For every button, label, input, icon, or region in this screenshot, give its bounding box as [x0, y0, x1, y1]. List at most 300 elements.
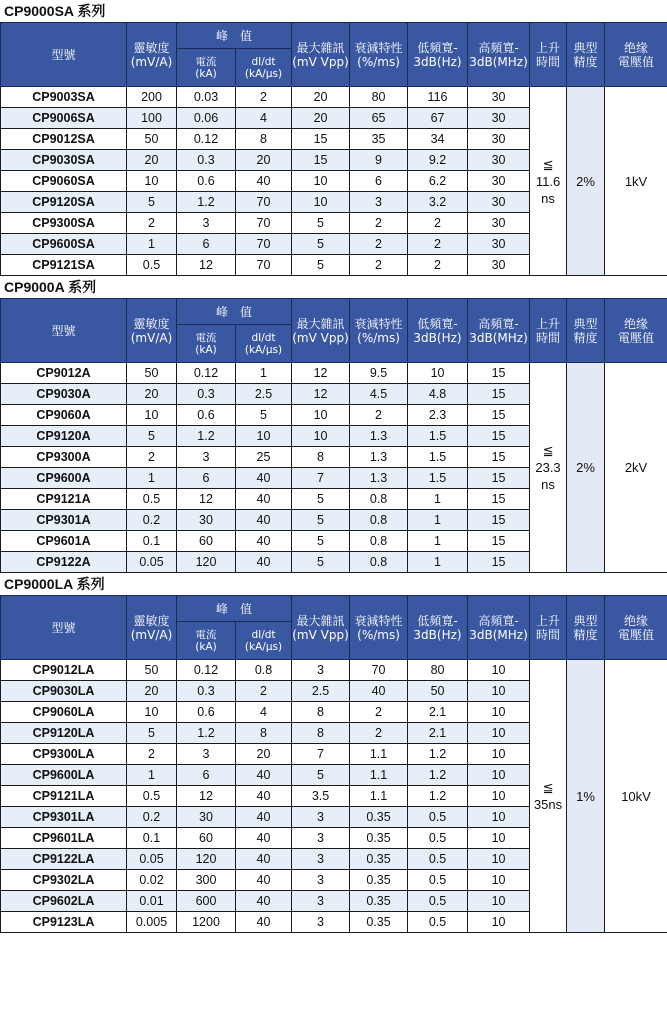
model-cell: CP9600SA [1, 234, 127, 255]
sensitivity-cell: 0.005 [127, 912, 177, 933]
high-bw-cell: 30 [468, 213, 530, 234]
sensitivity-cell: 1 [127, 468, 177, 489]
noise-cell: 3 [292, 807, 350, 828]
header-high-bw-line: 3dB(MHz) [469, 330, 528, 345]
header-rise-time [530, 596, 567, 660]
current-cell: 12 [177, 786, 236, 807]
header-droop-line: (%/ms) [357, 330, 400, 345]
header-rise-time-line: 上升 [536, 40, 561, 55]
didt-cell: 2 [236, 87, 292, 108]
header-high-bw-line: 3dB(MHz) [469, 54, 528, 69]
header-insulation-line: 電壓值 [618, 54, 655, 69]
high-bw-cell: 10 [468, 702, 530, 723]
header-low-bw-line: 3dB(Hz) [413, 330, 462, 345]
didt-cell: 40 [236, 765, 292, 786]
header-noise [292, 299, 350, 363]
didt-cell: 8 [236, 129, 292, 150]
header-accuracy [567, 23, 605, 87]
model-cell: CP9060LA [1, 702, 127, 723]
droop-cell: 1.1 [350, 786, 408, 807]
model-cell: CP9602LA [1, 891, 127, 912]
sensitivity-cell: 0.5 [127, 489, 177, 510]
high-bw-cell: 10 [468, 912, 530, 933]
sensitivity-cell: 10 [127, 702, 177, 723]
header-insulation-line: 電壓值 [618, 627, 655, 642]
sensitivity-cell: 0.5 [127, 786, 177, 807]
sensitivity-cell: 5 [127, 426, 177, 447]
didt-cell: 40 [236, 510, 292, 531]
low-bw-cell: 0.5 [408, 891, 468, 912]
section-title: CP9000LA 系列 [4, 576, 105, 592]
current-cell: 12 [177, 489, 236, 510]
sensitivity-cell: 50 [127, 129, 177, 150]
header-noise-line: (mV Vpp) [292, 627, 349, 642]
model-cell: CP9006SA [1, 108, 127, 129]
current-cell: 0.12 [177, 660, 236, 681]
current-cell: 3 [177, 744, 236, 765]
low-bw-cell: 80 [408, 660, 468, 681]
low-bw-cell: 2 [408, 255, 468, 276]
model-cell: CP9120SA [1, 192, 127, 213]
low-bw-cell: 1 [408, 510, 468, 531]
model-cell: CP9601A [1, 531, 127, 552]
header-accuracy-line: 典型 [573, 40, 598, 55]
high-bw-cell: 30 [468, 108, 530, 129]
rise-time-text: ns [541, 477, 555, 492]
low-bw-cell: 1 [408, 552, 468, 573]
high-bw-cell: 30 [468, 171, 530, 192]
current-cell: 120 [177, 552, 236, 573]
header-sensitivity-line: (mV/A) [130, 627, 173, 642]
low-bw-cell: 0.5 [408, 870, 468, 891]
low-bw-cell: 0.5 [408, 912, 468, 933]
accuracy-cell: 1% [567, 660, 605, 933]
low-bw-cell: 1.2 [408, 744, 468, 765]
model-cell: CP9121A [1, 489, 127, 510]
rise-time-text: ≦ [542, 156, 554, 172]
low-bw-cell: 10 [408, 363, 468, 384]
didt-cell: 10 [236, 426, 292, 447]
header-rise-time-line: 時間 [536, 627, 561, 642]
model-cell: CP9120A [1, 426, 127, 447]
droop-cell: 2 [350, 255, 408, 276]
header-droop [350, 596, 408, 660]
header-accuracy-line: 典型 [573, 613, 598, 628]
high-bw-cell: 30 [468, 129, 530, 150]
current-cell: 12 [177, 255, 236, 276]
model-cell: CP9123LA [1, 912, 127, 933]
header-didt-line: (kA/μs) [244, 67, 283, 80]
header-insulation-line: 绝缘 [624, 316, 649, 331]
sensitivity-cell: 0.05 [127, 849, 177, 870]
header-peak-line: 峰 值 [216, 304, 253, 319]
rise-time-cell [530, 660, 567, 933]
model-cell: CP9030LA [1, 681, 127, 702]
header-model-line: 型號 [51, 47, 76, 62]
sensitivity-cell: 20 [127, 150, 177, 171]
noise-cell: 5 [292, 234, 350, 255]
model-cell: CP9012A [1, 363, 127, 384]
header-noise [292, 596, 350, 660]
current-cell: 1.2 [177, 723, 236, 744]
droop-cell: 2 [350, 234, 408, 255]
sensitivity-cell: 2 [127, 744, 177, 765]
didt-cell: 40 [236, 531, 292, 552]
header-high-bw [468, 596, 530, 660]
sensitivity-cell: 200 [127, 87, 177, 108]
header-insulation [605, 596, 667, 660]
insulation-cell: 10kV [605, 660, 667, 933]
didt-cell: 40 [236, 849, 292, 870]
droop-cell: 1.1 [350, 765, 408, 786]
model-cell: CP9300LA [1, 744, 127, 765]
model-cell: CP9600A [1, 468, 127, 489]
header-accuracy-line: 精度 [573, 627, 598, 642]
sensitivity-cell: 50 [127, 363, 177, 384]
header-noise-line: 最大雜訊 [296, 40, 345, 55]
noise-cell: 3 [292, 870, 350, 891]
header-peak [177, 23, 292, 49]
current-cell: 30 [177, 510, 236, 531]
low-bw-cell: 116 [408, 87, 468, 108]
current-cell: 0.6 [177, 171, 236, 192]
header-current-line: (kA) [195, 640, 217, 653]
droop-cell: 2 [350, 405, 408, 426]
droop-cell: 0.8 [350, 489, 408, 510]
table-row [1, 363, 667, 384]
header-current-line: 電流 [195, 628, 217, 641]
droop-cell: 80 [350, 87, 408, 108]
sensitivity-cell: 0.1 [127, 828, 177, 849]
model-cell: CP9302LA [1, 870, 127, 891]
header-low-bw [408, 299, 468, 363]
droop-cell: 0.35 [350, 849, 408, 870]
header-noise [292, 23, 350, 87]
droop-cell: 1.3 [350, 468, 408, 489]
noise-cell: 10 [292, 426, 350, 447]
accuracy-cell: 2% [567, 87, 605, 276]
current-cell: 3 [177, 447, 236, 468]
section-title: CP9000A 系列 [4, 279, 97, 295]
noise-cell: 20 [292, 108, 350, 129]
noise-cell: 3 [292, 912, 350, 933]
model-cell: CP9060SA [1, 171, 127, 192]
current-cell: 600 [177, 891, 236, 912]
header-droop-line: (%/ms) [357, 54, 400, 69]
header-low-bw [408, 596, 468, 660]
didt-cell: 25 [236, 447, 292, 468]
didt-cell: 40 [236, 171, 292, 192]
header-droop-line: (%/ms) [357, 627, 400, 642]
header-peak [177, 596, 292, 622]
header-current-line: 電流 [195, 55, 217, 68]
low-bw-cell: 50 [408, 681, 468, 702]
sensitivity-cell: 100 [127, 108, 177, 129]
noise-cell: 3 [292, 828, 350, 849]
header-accuracy-line: 精度 [573, 330, 598, 345]
current-cell: 0.12 [177, 363, 236, 384]
current-cell: 6 [177, 468, 236, 489]
header-droop-line: 衰減特性 [354, 316, 403, 331]
noise-cell: 5 [292, 510, 350, 531]
low-bw-cell: 1 [408, 531, 468, 552]
current-cell: 120 [177, 849, 236, 870]
model-cell: CP9121SA [1, 255, 127, 276]
current-cell: 30 [177, 807, 236, 828]
noise-cell: 5 [292, 765, 350, 786]
noise-cell: 8 [292, 723, 350, 744]
high-bw-cell: 15 [468, 468, 530, 489]
current-cell: 60 [177, 531, 236, 552]
header-accuracy [567, 596, 605, 660]
rise-time-text: 35ns [533, 797, 563, 812]
high-bw-cell: 10 [468, 681, 530, 702]
didt-cell: 40 [236, 807, 292, 828]
current-cell: 1.2 [177, 192, 236, 213]
droop-cell: 0.8 [350, 531, 408, 552]
model-cell: CP9122LA [1, 849, 127, 870]
current-cell: 6 [177, 765, 236, 786]
sensitivity-cell: 0.01 [127, 891, 177, 912]
sensitivity-cell: 5 [127, 723, 177, 744]
low-bw-cell: 2.3 [408, 405, 468, 426]
noise-cell: 2.5 [292, 681, 350, 702]
header-low-bw-line: 低頻寬- [417, 613, 458, 628]
table-row [1, 87, 667, 108]
header-sensitivity-line: (mV/A) [130, 330, 173, 345]
droop-cell: 65 [350, 108, 408, 129]
header-didt-line: (kA/μs) [244, 343, 283, 356]
noise-cell: 8 [292, 702, 350, 723]
noise-cell: 10 [292, 192, 350, 213]
didt-cell: 2.5 [236, 384, 292, 405]
header-low-bw-line: 低頻寬- [417, 40, 458, 55]
droop-cell: 9.5 [350, 363, 408, 384]
low-bw-cell: 2 [408, 213, 468, 234]
droop-cell: 1.3 [350, 447, 408, 468]
high-bw-cell: 10 [468, 660, 530, 681]
current-cell: 1.2 [177, 426, 236, 447]
noise-cell: 15 [292, 129, 350, 150]
current-cell: 0.6 [177, 702, 236, 723]
current-cell: 0.6 [177, 405, 236, 426]
header-noise-line: (mV Vpp) [292, 54, 349, 69]
table-row [1, 660, 667, 681]
didt-cell: 4 [236, 702, 292, 723]
high-bw-cell: 10 [468, 807, 530, 828]
model-cell: CP9301LA [1, 807, 127, 828]
header-low-bw-line: 3dB(Hz) [413, 627, 462, 642]
current-cell: 6 [177, 234, 236, 255]
header-insulation-line: 绝缘 [624, 613, 649, 628]
high-bw-cell: 10 [468, 744, 530, 765]
header-sensitivity-line: 靈敏度 [133, 613, 170, 628]
header-model [1, 23, 127, 87]
low-bw-cell: 0.5 [408, 807, 468, 828]
header-rise-time-line: 上升 [536, 316, 561, 331]
sensitivity-cell: 50 [127, 660, 177, 681]
didt-cell: 40 [236, 468, 292, 489]
droop-cell: 0.35 [350, 807, 408, 828]
sensitivity-cell: 0.5 [127, 255, 177, 276]
header-noise-line: (mV Vpp) [292, 330, 349, 345]
header-low-bw-line: 3dB(Hz) [413, 54, 462, 69]
droop-cell: 70 [350, 660, 408, 681]
header-didt [236, 49, 292, 87]
noise-cell: 8 [292, 447, 350, 468]
sensitivity-cell: 20 [127, 681, 177, 702]
header-sensitivity [127, 596, 177, 660]
sensitivity-cell: 1 [127, 234, 177, 255]
header-accuracy [567, 299, 605, 363]
sensitivity-cell: 1 [127, 765, 177, 786]
spec-table [0, 22, 667, 276]
model-cell: CP9601LA [1, 828, 127, 849]
header-sensitivity-line: 靈敏度 [133, 316, 170, 331]
model-cell: CP9060A [1, 405, 127, 426]
model-cell: CP9012SA [1, 129, 127, 150]
header-noise-line: 最大雜訊 [296, 316, 345, 331]
current-cell: 0.03 [177, 87, 236, 108]
header-high-bw-line: 高頻寬- [478, 613, 519, 628]
high-bw-cell: 15 [468, 426, 530, 447]
didt-cell: 20 [236, 150, 292, 171]
droop-cell: 9 [350, 150, 408, 171]
noise-cell: 12 [292, 363, 350, 384]
model-cell: CP9600LA [1, 765, 127, 786]
droop-cell: 0.35 [350, 891, 408, 912]
high-bw-cell: 10 [468, 723, 530, 744]
header-droop-line: 衰減特性 [354, 613, 403, 628]
noise-cell: 7 [292, 744, 350, 765]
model-cell: CP9121LA [1, 786, 127, 807]
header-rise-time-line: 時間 [536, 330, 561, 345]
rise-time-cell [530, 363, 567, 573]
high-bw-cell: 30 [468, 234, 530, 255]
current-cell: 0.3 [177, 150, 236, 171]
droop-cell: 2 [350, 723, 408, 744]
low-bw-cell: 0.5 [408, 849, 468, 870]
header-peak [177, 299, 292, 325]
high-bw-cell: 15 [468, 384, 530, 405]
sensitivity-cell: 20 [127, 384, 177, 405]
header-peak-line: 峰 值 [216, 601, 253, 616]
low-bw-cell: 9.2 [408, 150, 468, 171]
high-bw-cell: 30 [468, 87, 530, 108]
high-bw-cell: 30 [468, 192, 530, 213]
didt-cell: 20 [236, 744, 292, 765]
current-cell: 0.12 [177, 129, 236, 150]
droop-cell: 6 [350, 171, 408, 192]
current-cell: 60 [177, 828, 236, 849]
header-current [177, 622, 236, 660]
didt-cell: 40 [236, 828, 292, 849]
header-didt [236, 622, 292, 660]
high-bw-cell: 10 [468, 891, 530, 912]
sensitivity-cell: 0.1 [127, 531, 177, 552]
low-bw-cell: 1.5 [408, 426, 468, 447]
didt-cell: 40 [236, 489, 292, 510]
droop-cell: 0.35 [350, 912, 408, 933]
noise-cell: 20 [292, 87, 350, 108]
header-didt-line: dI/dt [251, 331, 276, 344]
header-insulation-line: 绝缘 [624, 40, 649, 55]
rise-time-text: ns [541, 190, 555, 206]
model-cell: CP9120LA [1, 723, 127, 744]
low-bw-cell: 1.2 [408, 786, 468, 807]
high-bw-cell: 15 [468, 552, 530, 573]
high-bw-cell: 15 [468, 510, 530, 531]
header-low-bw-line: 低頻寬- [417, 316, 458, 331]
header-insulation [605, 23, 667, 87]
model-cell: CP9122A [1, 552, 127, 573]
current-cell: 1200 [177, 912, 236, 933]
low-bw-cell: 1 [408, 489, 468, 510]
high-bw-cell: 10 [468, 828, 530, 849]
low-bw-cell: 2 [408, 234, 468, 255]
didt-cell: 8 [236, 723, 292, 744]
header-high-bw-line: 3dB(MHz) [469, 627, 528, 642]
sensitivity-cell: 0.2 [127, 510, 177, 531]
model-cell: CP9300A [1, 447, 127, 468]
didt-cell: 40 [236, 786, 292, 807]
didt-cell: 2 [236, 681, 292, 702]
noise-cell: 7 [292, 468, 350, 489]
spec-table [0, 595, 667, 933]
sensitivity-cell: 10 [127, 171, 177, 192]
low-bw-cell: 67 [408, 108, 468, 129]
droop-cell: 4.5 [350, 384, 408, 405]
model-cell: CP9300SA [1, 213, 127, 234]
didt-cell: 4 [236, 108, 292, 129]
header-sensitivity-line: (mV/A) [130, 54, 173, 69]
noise-cell: 5 [292, 531, 350, 552]
header-current [177, 49, 236, 87]
header-didt-line: (kA/μs) [244, 640, 283, 653]
current-cell: 0.3 [177, 384, 236, 405]
header-didt-line: dI/dt [251, 628, 276, 641]
didt-cell: 70 [236, 192, 292, 213]
high-bw-cell: 10 [468, 765, 530, 786]
low-bw-cell: 4.8 [408, 384, 468, 405]
droop-cell: 1.1 [350, 744, 408, 765]
model-cell: CP9003SA [1, 87, 127, 108]
header-model [1, 299, 127, 363]
rise-time-text: ≦ [542, 780, 554, 795]
didt-cell: 70 [236, 234, 292, 255]
header-high-bw [468, 23, 530, 87]
current-cell: 300 [177, 870, 236, 891]
header-sensitivity [127, 23, 177, 87]
low-bw-cell: 34 [408, 129, 468, 150]
didt-cell: 40 [236, 891, 292, 912]
high-bw-cell: 30 [468, 150, 530, 171]
noise-cell: 3 [292, 660, 350, 681]
header-high-bw [468, 299, 530, 363]
header-insulation [605, 299, 667, 363]
sensitivity-cell: 2 [127, 447, 177, 468]
droop-cell: 2 [350, 702, 408, 723]
noise-cell: 15 [292, 150, 350, 171]
header-high-bw-line: 高頻寬- [478, 316, 519, 331]
didt-cell: 1 [236, 363, 292, 384]
current-cell: 3 [177, 213, 236, 234]
high-bw-cell: 15 [468, 363, 530, 384]
header-low-bw [408, 23, 468, 87]
accuracy-cell: 2% [567, 363, 605, 573]
insulation-cell: 2kV [605, 363, 667, 573]
low-bw-cell: 1.5 [408, 447, 468, 468]
